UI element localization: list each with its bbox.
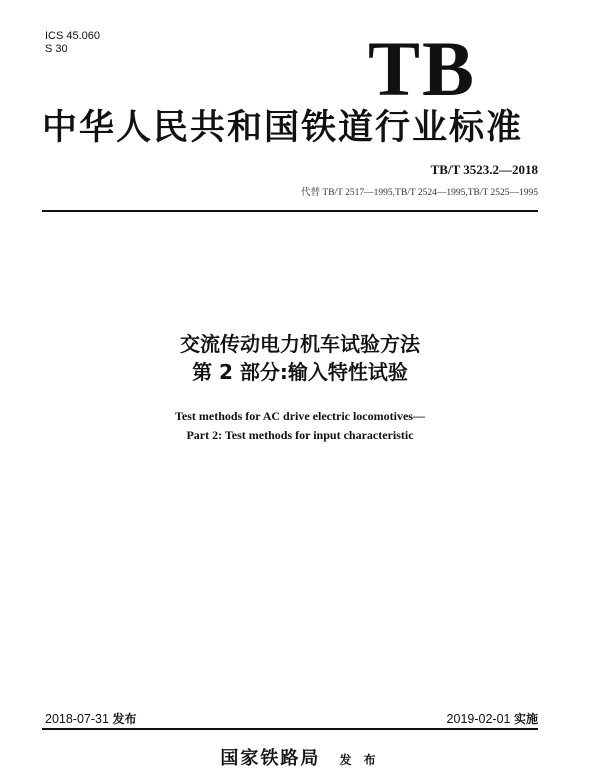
classification-codes [45, 30, 100, 56]
implement-date [447, 710, 538, 727]
implement-date-label: 实施 [513, 712, 538, 726]
standard-code: TB/T 3523.2—2018 [430, 162, 538, 177]
publisher-verb: 发 布 [339, 753, 380, 767]
english-title-line2: Part 2: Test methods for input characteristic [186, 428, 414, 442]
publisher [0, 744, 600, 770]
ics-code: ICS 45.060 [45, 30, 101, 42]
publisher-name: 国家铁路局 [220, 748, 321, 769]
issue-date-label: 发布 [112, 712, 137, 726]
implement-date-value: 2019-02-01 [446, 712, 511, 726]
top-divider [42, 210, 538, 212]
ccs-code: S 30 [45, 43, 68, 55]
bottom-divider [42, 728, 538, 730]
english-title-line1: Test methods for AC drive electric locomotives— [175, 409, 425, 423]
tb-logo: TB [368, 25, 477, 112]
replaces-note: 代替 TB/T 2517—1995,TB/T 2524—1995,TB/T 2525—1995 [301, 188, 538, 198]
issue-date-value: 2018-07-31 [45, 712, 109, 726]
chinese-title-line2: 第 2 部分:输入特性试验 [192, 360, 408, 384]
organization-title: 中华人民共和国铁道行业标准 [42, 108, 524, 148]
issue-date [45, 710, 136, 727]
chinese-title-line1: 交流传动电力机车试验方法 [180, 332, 420, 356]
